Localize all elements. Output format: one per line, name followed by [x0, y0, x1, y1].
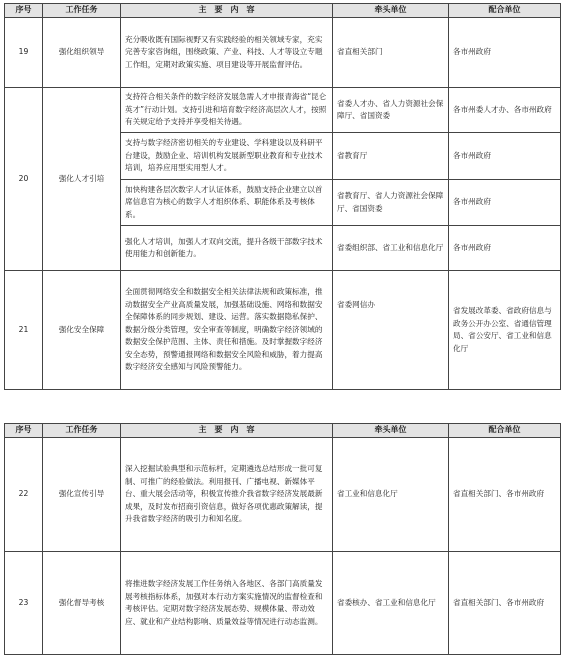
- row-lead-unit: 省委核办、省工业和信息化厅: [333, 552, 449, 655]
- row-content: 深入挖掘试验典型和示范标杆，定期遴选总结形成一批可复制、可推广的经验做法。利用报刊、广播电视、新媒体平台、重大展会活动等，积极宣传推介我省数字经济发展最新成果，及时发布招商引资信息，做好各项优惠政策解读，提升我省数字经济的吸引力和知名度。: [121, 438, 333, 552]
- row-task: 强化组织领导: [43, 18, 121, 88]
- table-header-row: [5, 4, 561, 18]
- row-task: 强化宣传引导: [43, 438, 121, 552]
- row-index: 19: [5, 18, 43, 88]
- row-cooperating-unit: 各市州政府: [449, 226, 561, 271]
- row-lead-unit: 省委网信办: [333, 271, 449, 390]
- header-cooperating-unit: 配合单位: [449, 4, 561, 18]
- header-lead-unit: 牵头单位: [333, 4, 449, 18]
- task-table-2: [4, 423, 561, 655]
- row-lead-unit: 省委人才办、省人力资源社会保障厅、省国资委: [333, 88, 449, 133]
- row-content: 全面贯彻网络安全和数据安全相关法律法规和政策标准，推动数据安全产业高质量发展，加强基础设施、网络和数据安全保障体系的同步规划、建设、运营。落实数据隐私保护、数据分级分类管理，安全审查等制度，明确数字经济领域的数据安全保护范围、主体、责任和措施。及时掌握数字经济安全态势，预警通报网络和数据安全风险和威胁，着力提高数字经济安全感知与风险预警能力。: [121, 271, 333, 390]
- row-lead-unit: 省工业和信息化厅: [333, 438, 449, 552]
- table-header-row: [5, 424, 561, 438]
- row-cooperating-unit: 各市州委人才办、各市州政府: [449, 88, 561, 133]
- row-task: 强化人才引培: [43, 88, 121, 271]
- header-index: 序号: [5, 4, 43, 18]
- header-task: 工作任务: [43, 4, 121, 18]
- row-content: 支持与数字经济密切相关的专业建设、学科建设以及科研平台建设，鼓励企业、培训机构发展新型职业教育和专业技术培训，培养应用型实用型人才。: [121, 133, 333, 180]
- row-task: 强化安全保障: [43, 271, 121, 390]
- row-content: 强化人才培训，加强人才双向交流，提升各级干部数字技术使用能力和创新能力。: [121, 226, 333, 271]
- row-index: 22: [5, 438, 43, 552]
- row-lead-unit: 省教育厅、省人力资源社会保障厅、省国资委: [333, 180, 449, 226]
- row-cooperating-unit: 各市州政府: [449, 180, 561, 226]
- row-cooperating-unit: 各市州政府: [449, 18, 561, 88]
- header-cooperating-unit: 配合单位: [449, 424, 561, 438]
- row-cooperating-unit: 省发展改革委、省政府信息与政务公开办公室、省通信管理局、省公安厅、省工业和信息化厅: [449, 271, 561, 390]
- row-content: 加快构建各层次数字人才认证体系，鼓励支持企业建立以首席信息官为核心的数字人才组织体系、职能体系及考核体系。: [121, 180, 333, 226]
- row-lead-unit: 省教育厅: [333, 133, 449, 180]
- row-cooperating-unit: 省直相关部门、各市州政府: [449, 438, 561, 552]
- table-row: [5, 438, 561, 552]
- header-task: 工作任务: [43, 424, 121, 438]
- table-row: [5, 18, 561, 88]
- row-content: 充分吸收既有国际视野又有实践经验的相关领域专家，充实完善专家咨询组，围绕政策、产业、科技、人才等设立专题工作组，定期对政策实施、项目建设等开展监督评估。: [121, 18, 333, 88]
- row-cooperating-unit: 省直相关部门、各市州政府: [449, 552, 561, 655]
- row-lead-unit: 省委组织部、省工业和信息化厅: [333, 226, 449, 271]
- row-cooperating-unit: 各市州政府: [449, 133, 561, 180]
- row-task: 强化督导考核: [43, 552, 121, 655]
- row-lead-unit: 省直相关部门: [333, 18, 449, 88]
- header-content: 主 要 内 容: [121, 424, 333, 438]
- row-index: 21: [5, 271, 43, 390]
- row-content: 将推进数字经济发展工作任务纳入各地区、各部门高质量发展考核指标体系，加强对本行动方案实施情况的监督检查和考核评估。定期对数字经济发展态势、规模体量、带动效应、就业和产业结构影响、质量效益等情况进行动态监测。: [121, 552, 333, 655]
- header-content: 主 要 内 容: [121, 4, 333, 18]
- row-content: 支持符合相关条件的数字经济发展急需人才申报青海省“昆仑英才”行动计划。支持引进和培育数字经济高层次人才，按照有关规定给予支持并享受相关待遇。: [121, 88, 333, 133]
- table-row: [5, 88, 561, 133]
- table-row: [5, 271, 561, 390]
- row-index: 23: [5, 552, 43, 655]
- task-table-1: [4, 3, 561, 390]
- row-index: 20: [5, 88, 43, 271]
- table-row: [5, 552, 561, 655]
- header-index: 序号: [5, 424, 43, 438]
- header-lead-unit: 牵头单位: [333, 424, 449, 438]
